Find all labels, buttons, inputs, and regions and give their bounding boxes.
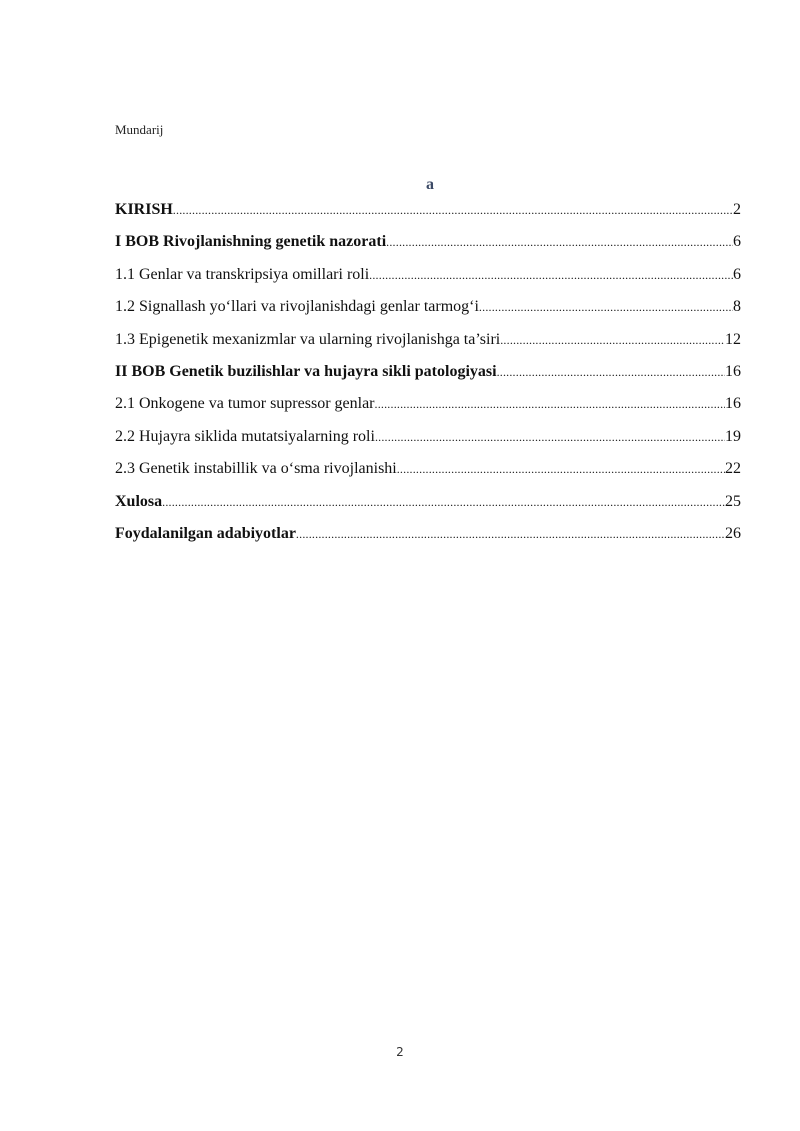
toc-entry[interactable] [115, 328, 741, 360]
toc-entry[interactable] [115, 295, 741, 327]
toc-entry-title: KIRISH [115, 201, 173, 218]
toc-heading: Mundarij [115, 122, 164, 137]
toc-entry-title: 1.1 Genlar va transkripsiya omillari roli [115, 265, 370, 283]
table-of-contents [115, 198, 741, 554]
toc-entry-page: 16 [725, 395, 741, 413]
toc-entry-title: 2.3 Genetik instabillik va o‘sma rivojlanishi [115, 460, 397, 478]
toc-heading-continuation: a [426, 176, 434, 193]
toc-entry-title: 1.2 Signallash yo‘llari va rivojlanishdagi genlar tarmog‘i [115, 298, 479, 316]
toc-entry-page: 2 [733, 201, 741, 218]
toc-entry-page: 16 [725, 362, 741, 380]
toc-entry-page: 8 [733, 298, 741, 316]
toc-entry[interactable] [115, 392, 741, 424]
toc-entry-title: 2.1 Onkogene va tumor supressor genlar [115, 395, 375, 413]
toc-entry[interactable] [115, 263, 741, 295]
toc-dot-leader [497, 360, 725, 384]
toc-entry-title: I BOB Rivojlanishning genetik nazorati [115, 233, 387, 251]
toc-entry-page: 25 [725, 492, 741, 510]
toc-dot-leader [386, 230, 733, 254]
page-number: 2 [396, 1045, 404, 1059]
toc-dot-leader [397, 457, 725, 481]
toc-entry-title: II BOB Genetik buzilishlar va hujayra sikli patologiyasi [115, 362, 497, 380]
toc-entry-title: 2.2 Hujayra siklida mutatsiyalarning roli [115, 427, 375, 445]
toc-entry-title: Xulosa [115, 492, 163, 510]
toc-entry-page: 22 [725, 460, 741, 478]
toc-entry[interactable] [115, 457, 741, 489]
toc-entry-page: 19 [725, 427, 741, 445]
toc-entry[interactable] [115, 360, 741, 392]
toc-dot-leader [479, 295, 733, 319]
toc-dot-leader [296, 522, 725, 546]
toc-dot-leader [375, 425, 725, 449]
toc-entry-title: 1.3 Epigenetik mexanizmlar va ularning rivojlanishga ta’siri [115, 330, 501, 348]
toc-entry-page: 12 [725, 330, 741, 348]
toc-entry[interactable] [115, 522, 741, 554]
toc-entry-page: 6 [733, 233, 741, 251]
toc-entry[interactable] [115, 425, 741, 457]
toc-entry[interactable] [115, 198, 741, 230]
toc-entry[interactable] [115, 490, 741, 522]
toc-dot-leader [173, 198, 733, 222]
toc-dot-leader [162, 490, 725, 514]
toc-entry-title: Foydalanilgan adabiyotlar [115, 524, 296, 542]
toc-dot-leader [375, 392, 726, 416]
toc-entry[interactable] [115, 230, 741, 262]
toc-dot-leader [369, 263, 733, 287]
toc-entry-page: 26 [725, 524, 741, 542]
toc-entry-page: 6 [733, 265, 741, 283]
toc-dot-leader [500, 328, 725, 352]
